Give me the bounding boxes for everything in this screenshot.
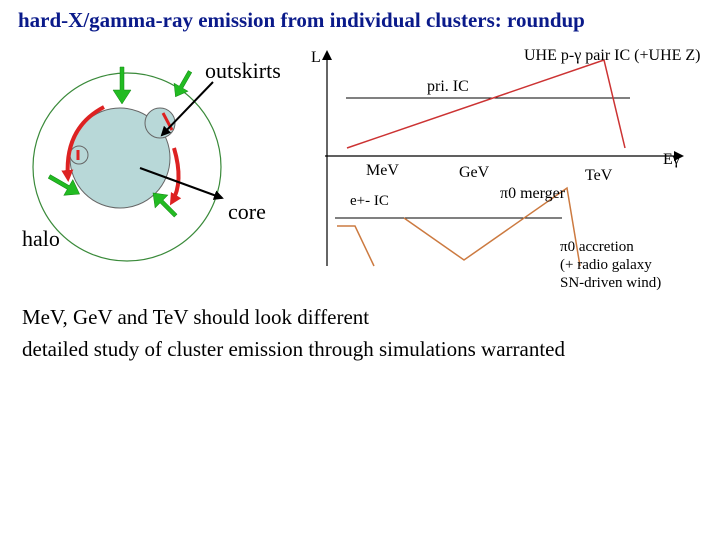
pi0-merger-label: π0 merger bbox=[500, 185, 566, 202]
conclusion-line-2: detailed study of cluster emission through simulations warranted bbox=[22, 337, 565, 361]
mev-tick-label: MeV bbox=[366, 162, 399, 179]
uhe-label: UHE p-γ pair IC (+UHE Z) bbox=[524, 47, 701, 64]
slide-title: hard-X/gamma-ray emission from individual clusters: roundup bbox=[18, 8, 585, 32]
tev-tick-label: TeV bbox=[585, 167, 613, 184]
pri-ic-spectrum-line bbox=[347, 60, 625, 148]
epm-ic-label: e+- IC bbox=[350, 193, 389, 209]
x-axis-label: Eγ bbox=[663, 151, 680, 168]
subclump-circle-right bbox=[145, 108, 175, 138]
core-label: core bbox=[228, 199, 266, 224]
pri-ic-label: pri. IC bbox=[427, 78, 469, 95]
pi0-accretion-line-2: (+ radio galaxy bbox=[560, 257, 652, 273]
pi0-accretion-line-3: SN-driven wind) bbox=[560, 275, 662, 291]
conclusion-line-1: MeV, GeV and TeV should look different bbox=[22, 305, 370, 329]
conclusion-text bbox=[22, 301, 565, 365]
epm-ic-spectrum-line bbox=[337, 226, 374, 266]
outskirts-label: outskirts bbox=[205, 58, 281, 83]
y-axis-label: L bbox=[311, 49, 321, 66]
halo-label: halo bbox=[22, 226, 60, 251]
pi0-accretion-line-1: π0 accretion bbox=[560, 239, 634, 255]
gev-tick-label: GeV bbox=[459, 164, 490, 181]
pi0-accretion-label bbox=[560, 238, 661, 292]
